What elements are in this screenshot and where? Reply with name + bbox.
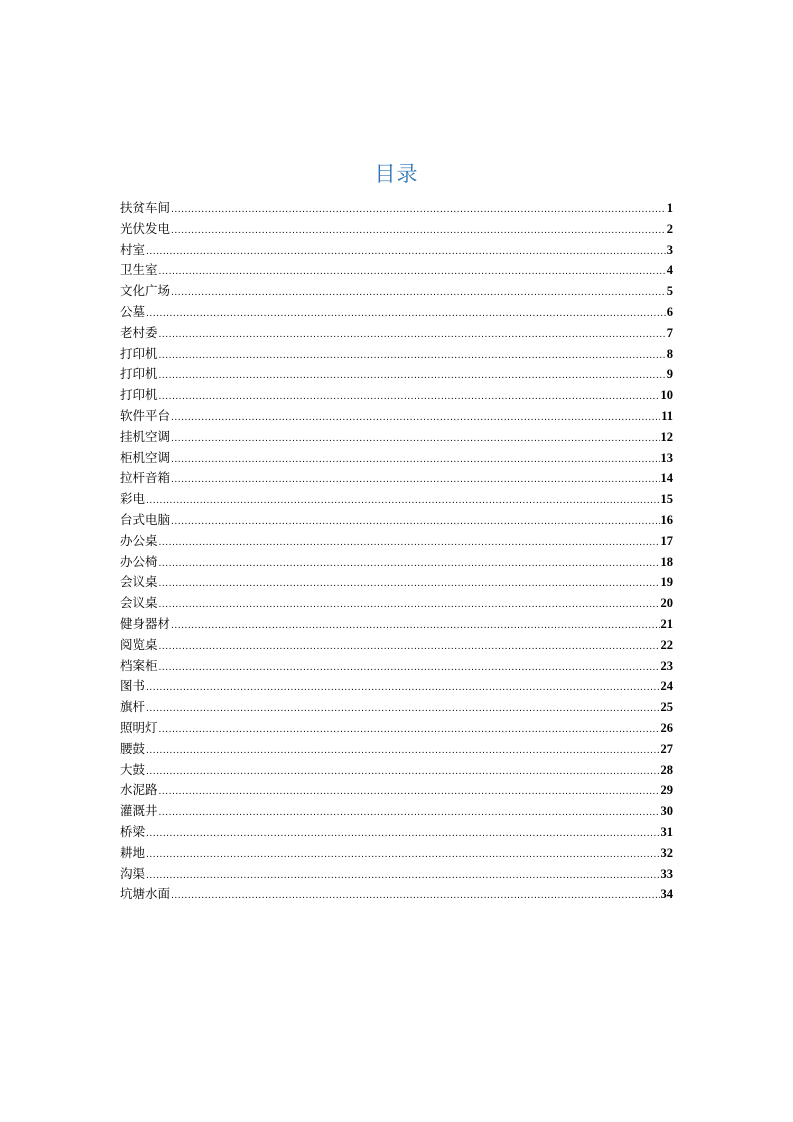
toc-entry-label[interactable]: 照明灯 xyxy=(120,719,158,735)
toc-dot-leader xyxy=(171,886,659,907)
toc-dot-leader xyxy=(159,533,660,554)
toc-dot-leader xyxy=(171,221,666,242)
toc-entry[interactable] xyxy=(120,822,673,843)
toc-entry-page-number[interactable]: 10 xyxy=(660,388,673,403)
toc-entry[interactable] xyxy=(120,302,673,323)
toc-entry[interactable] xyxy=(120,635,673,656)
toc-dot-leader xyxy=(146,699,659,720)
toc-entry-label[interactable]: 挂机空调 xyxy=(120,428,171,444)
toc-entry[interactable] xyxy=(120,572,673,593)
toc-entry-page-number[interactable]: 3 xyxy=(666,242,673,257)
toc-dot-leader xyxy=(159,595,660,616)
toc-entry-page-number[interactable]: 29 xyxy=(660,783,673,798)
toc-dot-leader xyxy=(159,803,660,824)
toc-entry-page-number[interactable]: 34 xyxy=(660,887,673,902)
toc-dot-leader xyxy=(171,450,659,471)
toc-entry-page-number[interactable]: 33 xyxy=(660,866,673,881)
toc-dot-leader xyxy=(146,762,659,783)
toc-dot-leader xyxy=(146,304,666,325)
toc-entry-label[interactable]: 卫生室 xyxy=(120,262,158,278)
toc-entry[interactable] xyxy=(120,198,673,219)
toc-entry-page-number[interactable]: 20 xyxy=(660,596,673,611)
toc-entry[interactable] xyxy=(120,656,673,677)
toc-dot-leader xyxy=(171,470,659,491)
toc-entry[interactable] xyxy=(120,219,673,240)
toc-entry-label[interactable]: 健身器材 xyxy=(120,615,171,631)
toc-entry-label[interactable]: 档案柜 xyxy=(120,657,158,673)
toc-entry-label[interactable]: 阅览桌 xyxy=(120,636,158,652)
toc-dot-leader xyxy=(159,554,660,575)
toc-entry-page-number[interactable]: 27 xyxy=(660,741,673,756)
toc-entry-label[interactable]: 软件平台 xyxy=(120,407,171,423)
toc-entry[interactable] xyxy=(120,718,673,739)
toc-entry[interactable] xyxy=(120,510,673,531)
toc-entry-page-number[interactable]: 11 xyxy=(661,408,673,423)
toc-entry-page-number[interactable]: 22 xyxy=(660,637,673,652)
toc-entry-page-number[interactable]: 12 xyxy=(660,429,673,444)
toc-dot-leader xyxy=(171,200,666,221)
toc-entry-label[interactable]: 会议桌 xyxy=(120,595,158,611)
toc-title: 目录 xyxy=(374,162,419,186)
toc-entry[interactable] xyxy=(120,531,673,552)
toc-entry-page-number[interactable]: 17 xyxy=(660,533,673,548)
toc-entry[interactable] xyxy=(120,344,673,365)
toc-entry-label[interactable]: 耕地 xyxy=(120,844,146,860)
toc-dot-leader xyxy=(146,845,659,866)
toc-entry-page-number[interactable]: 8 xyxy=(666,346,673,361)
toc-dot-leader xyxy=(171,429,659,450)
toc-entry-page-number[interactable]: 32 xyxy=(660,845,673,860)
toc-entry-label[interactable]: 公墓 xyxy=(120,303,146,319)
toc-entry-label[interactable]: 水泥路 xyxy=(120,782,158,798)
toc-entry[interactable] xyxy=(120,385,673,406)
toc-entry-label[interactable]: 村室 xyxy=(120,241,146,257)
toc-dot-leader xyxy=(159,366,666,387)
toc-entry-page-number[interactable]: 14 xyxy=(660,471,673,486)
toc-entry-label[interactable]: 打印机 xyxy=(120,345,158,361)
toc-entry[interactable] xyxy=(120,552,673,573)
toc-entry[interactable] xyxy=(120,884,673,905)
toc-dot-leader xyxy=(159,387,660,408)
toc-dot-leader xyxy=(159,262,666,283)
toc-entry[interactable] xyxy=(120,364,673,385)
toc-entry-label[interactable]: 大鼓 xyxy=(120,761,146,777)
toc-list xyxy=(120,198,673,905)
toc-dot-leader xyxy=(159,658,660,679)
toc-entry-label[interactable]: 办公桌 xyxy=(120,532,158,548)
toc-entry-page-number[interactable]: 26 xyxy=(660,720,673,735)
toc-dot-leader xyxy=(171,408,660,429)
toc-entry-label[interactable]: 坑塘水面 xyxy=(120,886,171,902)
toc-entry[interactable] xyxy=(120,843,673,864)
toc-dot-leader xyxy=(146,741,659,762)
toc-entry[interactable] xyxy=(120,676,673,697)
toc-entry-page-number[interactable]: 6 xyxy=(666,304,673,319)
toc-entry-label[interactable]: 会议桌 xyxy=(120,574,158,590)
toc-entry-label[interactable]: 沟渠 xyxy=(120,865,146,881)
toc-dot-leader xyxy=(159,637,660,658)
toc-dot-leader xyxy=(159,720,660,741)
toc-dot-leader xyxy=(159,782,660,803)
toc-entry[interactable] xyxy=(120,593,673,614)
toc-entry[interactable] xyxy=(120,760,673,781)
toc-entry-page-number[interactable]: 15 xyxy=(660,492,673,507)
toc-entry[interactable] xyxy=(120,468,673,489)
toc-dot-leader xyxy=(146,866,659,887)
toc-entry-page-number[interactable]: 25 xyxy=(660,700,673,715)
toc-dot-leader xyxy=(146,824,659,845)
toc-entry-label[interactable]: 老村委 xyxy=(120,324,158,340)
toc-entry[interactable] xyxy=(120,281,673,302)
toc-entry-page-number[interactable]: 16 xyxy=(660,512,673,527)
toc-entry-label[interactable]: 拉杆音箱 xyxy=(120,470,171,486)
toc-entry-label[interactable]: 扶贫车间 xyxy=(120,200,171,215)
toc-entry-page-number[interactable]: 5 xyxy=(666,284,673,299)
toc-dot-leader xyxy=(171,616,659,637)
toc-entry[interactable] xyxy=(120,801,673,822)
toc-entry-page-number[interactable]: 31 xyxy=(660,824,673,839)
toc-entry-page-number[interactable]: 23 xyxy=(660,658,673,673)
toc-entry[interactable] xyxy=(120,739,673,760)
toc-entry[interactable] xyxy=(120,697,673,718)
toc-entry-label[interactable]: 打印机 xyxy=(120,366,158,382)
toc-entry-page-number[interactable]: 28 xyxy=(660,762,673,777)
toc-entry-page-number[interactable]: 30 xyxy=(660,804,673,819)
toc-entry-label[interactable]: 打印机 xyxy=(120,387,158,403)
toc-entry-label[interactable]: 桥梁 xyxy=(120,823,146,839)
toc-entry-page-number[interactable]: 13 xyxy=(660,450,673,465)
toc-entry[interactable] xyxy=(120,864,673,885)
toc-entry[interactable] xyxy=(120,489,673,510)
toc-entry-page-number[interactable]: 18 xyxy=(660,554,673,569)
toc-entry-label[interactable]: 光伏发电 xyxy=(120,220,171,236)
toc-dot-leader xyxy=(171,512,659,533)
toc-dot-leader xyxy=(159,346,666,367)
toc-entry-label[interactable]: 图书 xyxy=(120,678,146,694)
toc-entry[interactable] xyxy=(120,427,673,448)
toc-entry-page-number[interactable]: 21 xyxy=(660,616,673,631)
toc-dot-leader xyxy=(146,491,659,512)
toc-entry-label[interactable]: 彩电 xyxy=(120,491,146,507)
toc-entry-label[interactable]: 旗杆 xyxy=(120,699,146,715)
toc-dot-leader xyxy=(159,574,660,595)
toc-entry-page-number[interactable]: 19 xyxy=(660,575,673,590)
toc-entry-page-number[interactable]: 4 xyxy=(666,263,673,278)
toc-entry[interactable] xyxy=(120,323,673,344)
toc-entry-label[interactable]: 柜机空调 xyxy=(120,449,171,465)
toc-dot-leader xyxy=(159,325,666,346)
toc-entry-label[interactable]: 办公椅 xyxy=(120,553,158,569)
toc-entry[interactable] xyxy=(120,260,673,281)
toc-dot-leader xyxy=(171,283,666,304)
toc-entry-page-number[interactable]: 7 xyxy=(666,325,673,340)
toc-entry-label[interactable]: 文化广场 xyxy=(120,283,171,299)
toc-entry[interactable] xyxy=(120,614,673,635)
toc-entry-page-number[interactable]: 2 xyxy=(666,221,673,236)
toc-entry-label[interactable]: 灌溉井 xyxy=(120,803,158,819)
toc-entry[interactable] xyxy=(120,240,673,261)
toc-dot-leader xyxy=(146,678,659,699)
toc-entry-page-number[interactable]: 1 xyxy=(666,201,673,215)
toc-entry-label[interactable]: 台式电脑 xyxy=(120,511,171,527)
toc-entry-page-number[interactable]: 24 xyxy=(660,679,673,694)
toc-entry-page-number[interactable]: 9 xyxy=(666,367,673,382)
toc-entry[interactable] xyxy=(120,780,673,801)
toc-dot-leader xyxy=(146,242,666,263)
toc-entry[interactable] xyxy=(120,448,673,469)
toc-entry-label[interactable]: 腰鼓 xyxy=(120,740,146,756)
toc-entry[interactable] xyxy=(120,406,673,427)
